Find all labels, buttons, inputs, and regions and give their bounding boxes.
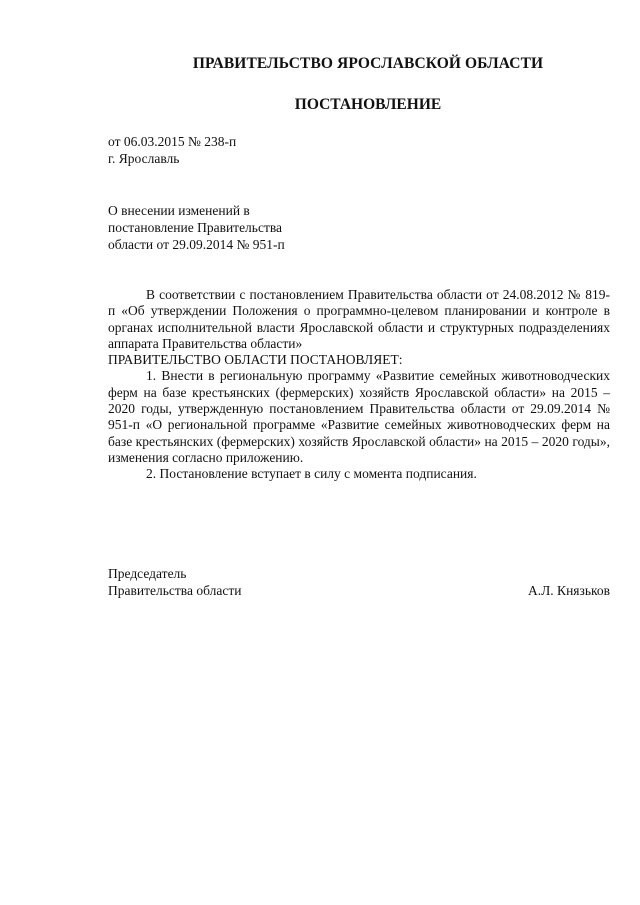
- date-number: от 06.03.2015 № 238-п: [108, 134, 237, 149]
- document-type: ПОСТАНОВЛЕНИЕ: [294, 96, 442, 113]
- subject-line: О внесении изменений в: [108, 203, 250, 218]
- signatory-title-line: Председатель: [108, 566, 187, 581]
- item-1-paragraph: 1. Внести в региональную программу «Развитие семейных животноводческих ферм на базе крестьянских (фермерских) хозяйств Ярославской области» на 2015 – 2020 годы, утвержденную постановлением Правительства области от 29.09.2014 № 951-п «О региональной программе «Развитие семейных животноводческих ферм на базе крестьянских (фермерских) хозяйств Ярославской области» на 2015 – 2020 годы», изменения согласно приложению.: [108, 368, 610, 465]
- subject-line: области от 29.09.2014 № 951-п: [108, 237, 285, 252]
- signatory-title-line: Правительства области: [108, 583, 242, 598]
- city: г. Ярославль: [108, 151, 180, 166]
- item-2-paragraph: 2. Постановление вступает в силу с момента подписания.: [146, 466, 477, 482]
- document-subject: [108, 202, 285, 253]
- government-title: ПРАВИТЕЛЬСТВО ЯРОСЛАВСКОЙ ОБЛАСТИ: [192, 55, 544, 72]
- resolves-heading: ПРАВИТЕЛЬСТВО ОБЛАСТИ ПОСТАНОВЛЯЕТ:: [108, 352, 403, 368]
- signature-block: [108, 565, 610, 599]
- subject-line: постановление Правительства: [108, 220, 283, 235]
- signatory-name: А.Л. Князьков: [528, 583, 610, 598]
- signature-row: [108, 582, 610, 599]
- preamble-paragraph: В соответствии с постановлением Правительства области от 24.08.2012 № 819-п «Об утверждении Положения о программно-целевом планировании и контроле в органах исполнительной власти Ярославской области и структурных подразделениях аппарата Правительства области»: [108, 287, 610, 351]
- document-meta: [108, 133, 236, 167]
- document-body: [108, 287, 610, 483]
